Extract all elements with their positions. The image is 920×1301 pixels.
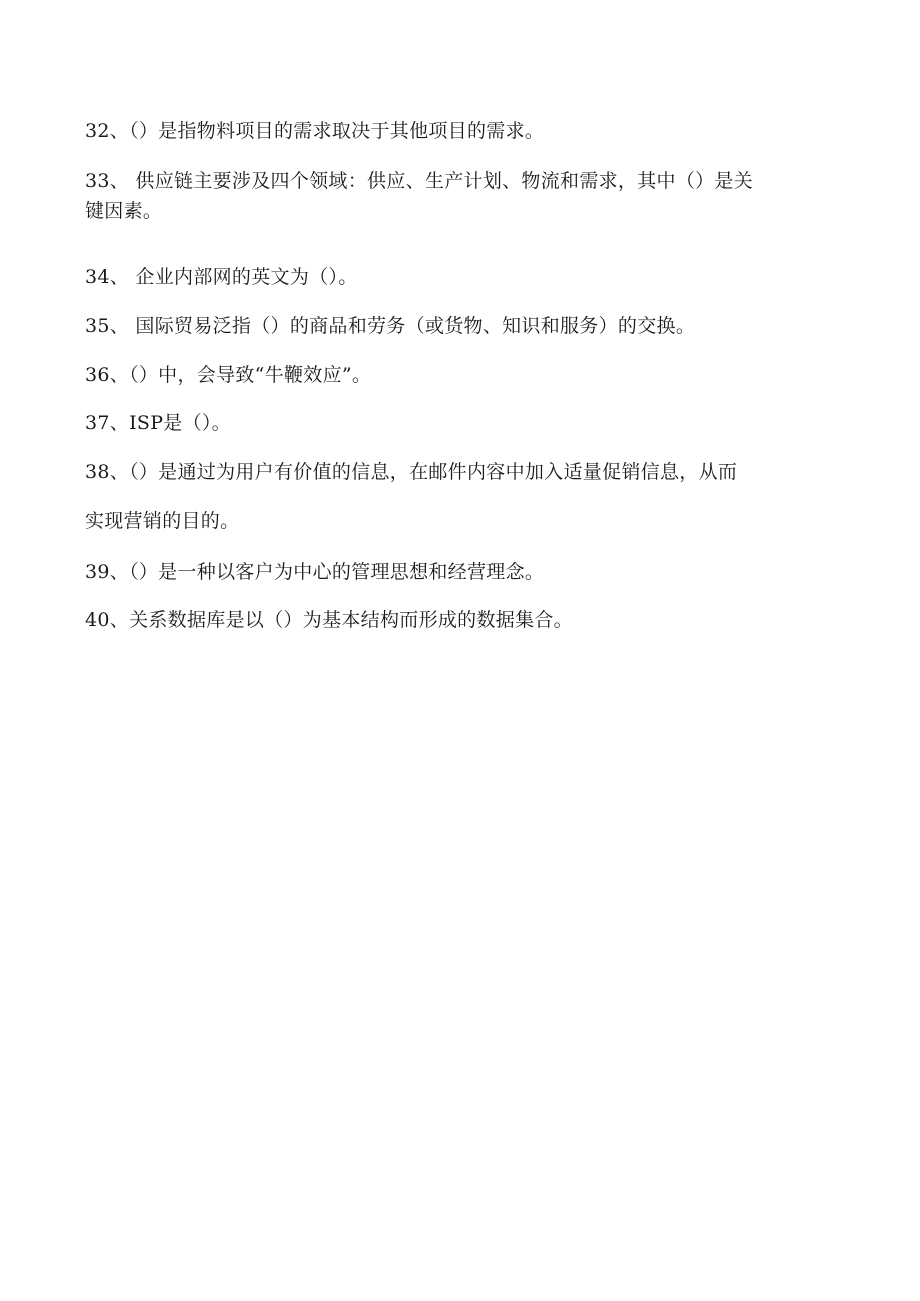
- question-text: 36、（）中，会导致“牛鞭效应”。: [85, 364, 372, 386]
- question-35: [85, 311, 835, 341]
- question-36: [85, 360, 835, 390]
- question-text: 32、（）是指物料项目的需求取决于其他项目的需求。: [85, 120, 545, 142]
- question-37: [85, 408, 835, 438]
- question-text: 37、ISP是（）。: [85, 412, 231, 434]
- question-33: [85, 166, 835, 226]
- question-32: [85, 116, 835, 146]
- question-39: [85, 557, 835, 587]
- question-text: 39、（）是一种以客户为中心的管理思想和经营理念。: [85, 561, 545, 583]
- question-text-line2: 实现营销的目的。: [85, 510, 240, 532]
- question-text-line1: 33、 供应链主要涉及四个领域：供应、生产计划、物流和需求，其中（）是关: [85, 170, 754, 192]
- question-38: [85, 457, 835, 536]
- question-text-line2: 键因素。: [85, 200, 163, 222]
- question-text: 40、关系数据库是以（）为基本结构而形成的数据集合。: [85, 609, 573, 631]
- question-34: [85, 262, 835, 292]
- question-40: [85, 605, 835, 635]
- question-text: 35、 国际贸易泛指（）的商品和劳务（或货物、知识和服务）的交换。: [85, 315, 696, 337]
- question-text: 34、 企业内部网的英文为（）。: [85, 266, 358, 288]
- question-text-line1: 38、（）是通过为用户有价值的信息，在邮件内容中加入适量促销信息，从而: [85, 461, 738, 483]
